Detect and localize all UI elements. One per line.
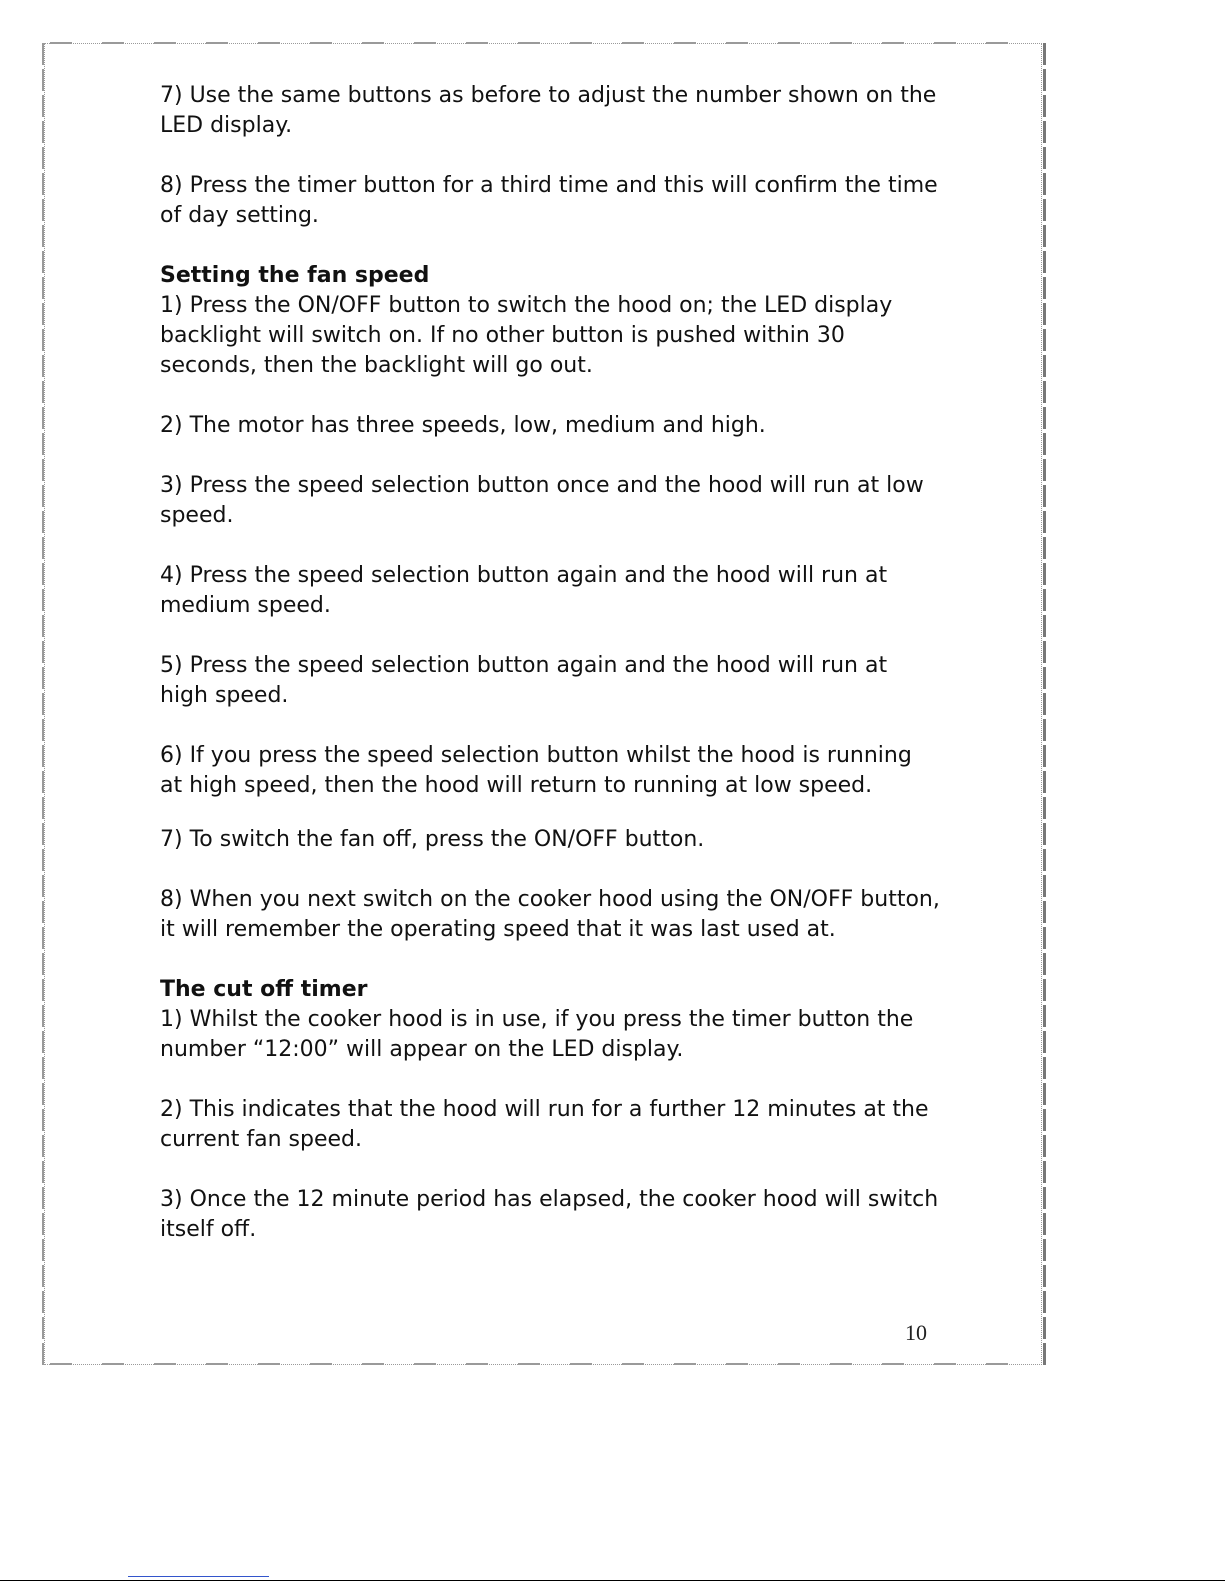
cut-off-timer-step-3: 3) Once the 12 minute period has elapsed, the cooker hood will switch itself off. [160, 1187, 939, 1242]
fan-speed-step-2: 2) The motor has three speeds, low, medium and high. [160, 413, 766, 438]
fan-speed-step-6: 6) If you press the speed selection button whilst the hood is running at high speed, then the hood will return to running at low speed. [160, 743, 912, 798]
fan-speed-step-5: 5) Press the speed selection button again and the hood will run at high speed. [160, 653, 888, 708]
intro-step-8: 8) Press the timer button for a third time and this will confirm the time of day setting. [160, 173, 938, 228]
page-frame-right-edge [1043, 43, 1046, 1365]
cut-off-timer-step-1: 1) Whilst the cooker hood is in use, if you press the timer button the number “12:00” will appear on the LED display. [160, 1007, 914, 1062]
page-frame-left-edge [42, 43, 44, 1365]
fan-speed-step-4: 4) Press the speed selection button again and the hood will run at medium speed. [160, 563, 888, 618]
cut-off-timer-step-2: 2) This indicates that the hood will run for a further 12 minutes at the current fan speed. [160, 1097, 929, 1152]
footer-rule [0, 1580, 1225, 1581]
intro-step-7: 7) Use the same buttons as before to adjust the number shown on the LED display. [160, 83, 937, 138]
cut-off-timer-heading: The cut off timer [160, 977, 368, 1002]
fan-speed-heading: Setting the fan speed [160, 263, 430, 288]
page-content [160, 81, 940, 1245]
page-frame-top-edge [50, 42, 1020, 44]
page-number: 10 [905, 1320, 927, 1345]
fan-speed-step-1: 1) Press the ON/OFF button to switch the hood on; the LED display backlight will switch on. If no other button is pushed within 30 seconds, then the backlight will go out. [160, 293, 893, 378]
page-frame-bottom-edge [50, 1363, 1020, 1365]
fan-speed-step-7: 7) To switch the fan off, press the ON/OFF button. [160, 827, 705, 852]
fan-speed-step-8: 8) When you next switch on the cooker hood using the ON/OFF button, it will remember the operating speed that it was last used at. [160, 887, 940, 942]
fan-speed-step-3: 3) Press the speed selection button once and the hood will run at low speed. [160, 473, 924, 528]
footer-link-underline [128, 1576, 269, 1577]
